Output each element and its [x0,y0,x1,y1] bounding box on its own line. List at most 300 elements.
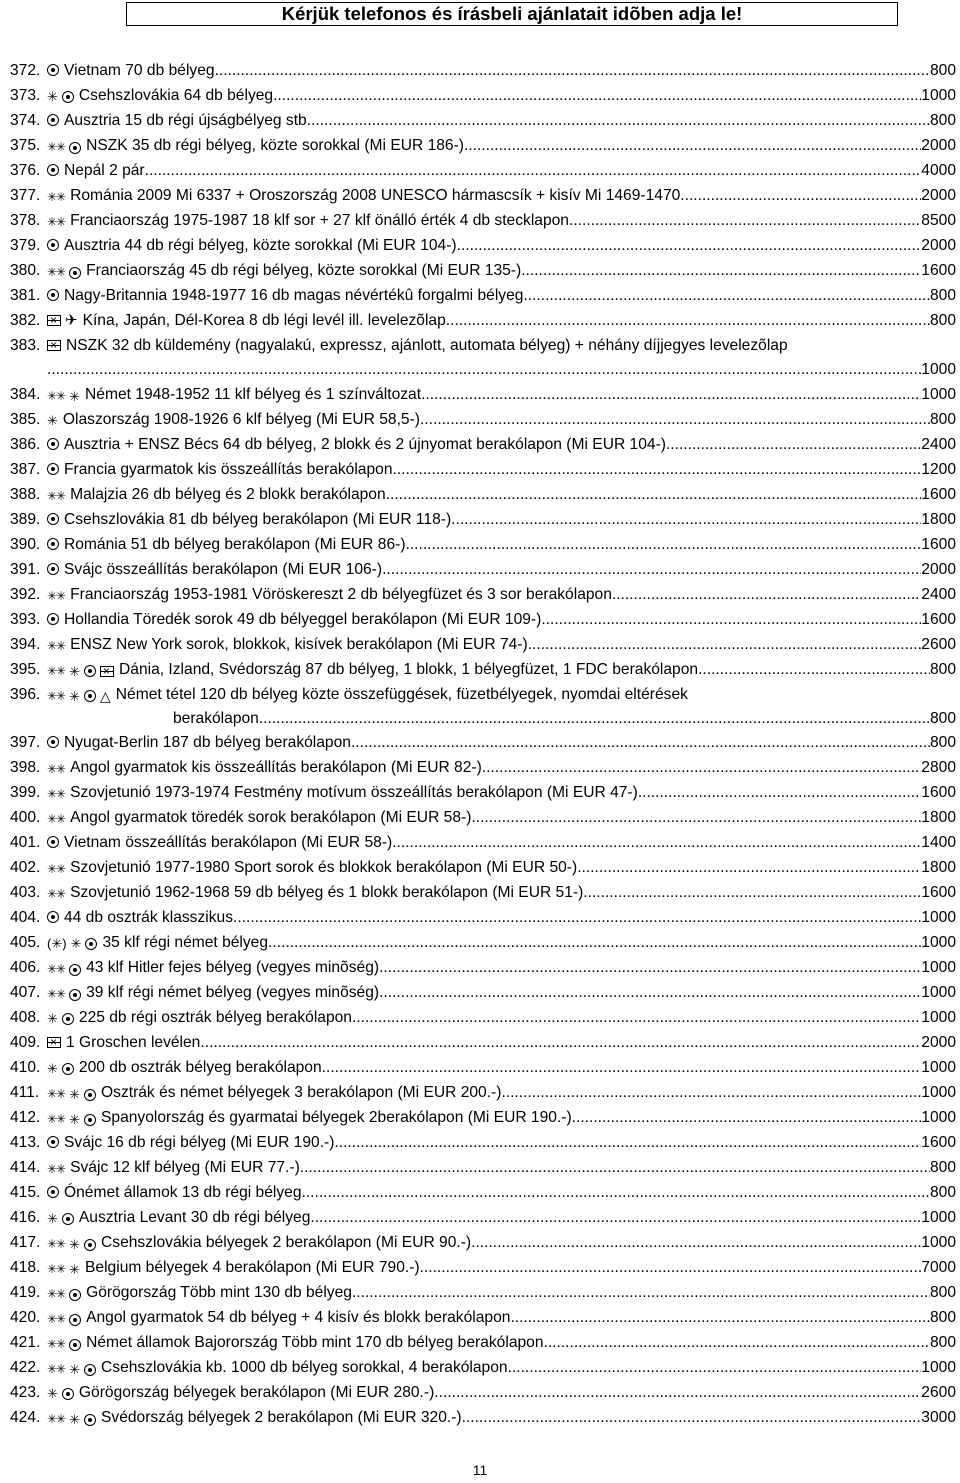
lot-row [10,1055,956,1080]
lot-row [10,183,956,208]
mint-double-star-icon: ✳✳ [47,1362,66,1376]
lot-price: 4000 [921,162,956,179]
lot-row [10,955,956,980]
lot-price: 800 [929,62,956,79]
hinged-star-icon: ✳ [47,1211,58,1226]
lot-row [10,58,956,83]
lot-row [10,158,956,183]
lot-row [10,333,956,382]
hinged-star-icon: ✳ [47,1061,58,1076]
mint-double-star-icon: ✳✳ [47,688,66,703]
mint-double-star-icon: ✳✳ [47,663,66,678]
lot-description: Románia 2009 Mi 6337 + Oroszország 2008 UNESCO hármascsík + kisív Mi 1469-1470 [70,187,681,204]
dot-leader [421,382,921,407]
lot-price: 1000 [921,1084,956,1101]
used-stamp-icon [47,836,59,848]
lot-number: 407. [10,984,41,1001]
lot-price: 1800 [921,859,956,876]
mint-double-star-icon: ✳✳ [47,1162,66,1176]
lot-price: 1600 [921,884,956,901]
lot-description: 200 db osztrák bélyeg berakólapon. [78,1059,326,1076]
lot-price: 2000 [921,237,956,254]
lot-price: 1000 [921,984,956,1001]
used-stamp-icon [62,91,74,103]
lot-description: Ausztria Levant 30 db régi bélyeg [78,1209,311,1226]
lot-number: 383. [10,337,41,354]
lot-description: Szovjetunió 1977-1980 Sport sorok és blokkok berakólapon (Mi EUR 50-) [70,859,578,876]
lot-description: Német államok Bajorország Több mint 170 db bélyeg berakólapon [86,1334,544,1351]
dot-leader [501,1080,921,1105]
lot-number: 385. [10,410,41,428]
lot-number: 406. [10,959,41,976]
lot-description: Angol gyarmatok 54 db bélyeg + 4 kisív és blokk berakólapon [86,1309,511,1326]
lot-description: Svájc 16 db régi bélyeg (Mi EUR 190.-) [64,1134,335,1151]
lot-number: 380. [10,262,41,279]
lot-row [10,855,956,880]
lot-number: 419. [10,1284,41,1301]
used-stamp-icon [84,690,96,702]
lot-price: 1600 [921,485,956,503]
lot-row [10,1180,956,1205]
lot-price: 800 [929,112,956,129]
dot-leader [386,482,922,507]
lot-row [10,1080,956,1105]
mint-double-star-icon: ✳✳ [47,1237,66,1251]
cover-envelope-icon [100,666,114,677]
lot-description: Ausztria + ENSZ Bécs 64 db bélyeg, 2 blokk és 2 újnyomat berakólapon (Mi EUR 104-) [64,435,666,453]
mint-double-star-icon: ✳✳ [47,215,66,229]
dot-leader [541,607,921,632]
lot-row [10,557,956,582]
lot-description: Kína, Japán, Dél-Korea 8 db légi levél ill. levelezõlap [82,312,446,329]
dot-leader [351,730,930,755]
mint-double-star-icon: ✳✳ [47,190,66,204]
used-stamp-icon [47,613,59,625]
lot-price: 2400 [921,585,956,603]
hinged-star-icon: ✳ [70,936,82,951]
dot-leader [521,258,921,283]
lot-row [10,108,956,133]
lot-price: 1600 [921,610,956,628]
dot-leader [544,1330,930,1355]
lot-price: 1600 [921,535,956,553]
lot-description: Vietnam összeállítás berakólapon (Mi EUR 58-) [64,834,393,851]
dot-leader [200,1030,921,1055]
lot-description: Német 1948-1952 11 klf bélyeg és 1 színváltozat [85,385,422,403]
dot-leader [612,582,921,607]
hinged-star-icon: ✳ [47,1386,58,1401]
lot-description: Görögország Több mint 130 db bélyeg [86,1284,352,1301]
lot-row [10,582,956,607]
lot-description: Francia gyarmatok kis összeállítás berakólapon [64,460,393,478]
used-stamp-icon [47,1136,59,1148]
lot-description: NSZK 35 db régi bélyeg, közte sorokkal (Mi EUR 186-) [86,137,464,154]
lot-description: Osztrák és német bélyegek 3 berakólapon (Mi EUR 200.-) [101,1084,502,1101]
lot-number: 401. [10,834,41,851]
lot-price: 800 [929,1309,956,1326]
mint-double-star-icon: ✳✳ [47,265,66,279]
lot-description: Görögország bélyegek berakólapon (Mi EUR 280.-) [78,1384,435,1401]
lot-row [10,507,956,532]
mint-double-star-icon: ✳✳ [47,1262,66,1276]
mint-double-star-icon: ✳✳ [47,987,66,1001]
lot-row [10,407,956,432]
lot-price: 2400 [921,435,956,453]
lot-number: 424. [10,1409,41,1426]
lot-number: 396. [10,685,41,703]
lot-row [10,133,956,158]
lot-description: Svédország bélyegek 2 berakólapon (Mi EUR 320.-) [101,1409,462,1426]
used-stamp-icon [84,1114,96,1126]
lot-price: 1000 [921,385,956,403]
lot-price: 8500 [921,212,956,229]
lot-description: Dánia, Izland, Svédország 87 db bélyeg, 1 blokk, 1 bélyegfüzet, 1 FDC berakólapon [119,660,699,678]
dot-leader [451,507,921,532]
lot-number: 409. [10,1034,41,1051]
mint-double-star-icon: ✳✳ [47,388,66,403]
lot-description: Svájc összeállítás berakólapon (Mi EUR 106-) [64,560,383,578]
lot-description: Nagy-Britannia 1948-1977 16 db magas névértékû forgalmi bélyeg [64,287,524,304]
lot-row [10,930,956,955]
triangle-icon: △ [100,687,111,704]
cover-envelope-icon [47,340,61,351]
lot-description: Vietnam 70 db bélyeg [64,62,215,79]
page-number: 11 [472,1462,488,1478]
lot-description: Franciaország 1953-1981 Vöröskereszt 2 db bélyegfüzet és 3 sor berakólapon [70,585,612,603]
used-stamp-icon [84,1089,96,1101]
dot-leader [420,407,930,432]
mint-double-star-icon: ✳✳ [47,862,66,876]
used-stamp-icon [69,1339,81,1351]
mint-double-star-icon: ✳✳ [47,787,66,801]
lot-price: 1400 [921,834,956,851]
lot-description: Malajzia 26 db bélyeg és 2 blokk berakólapon [70,485,386,503]
lot-price: 2600 [921,635,956,653]
lot-number: 411. [10,1084,40,1101]
lot-price: 2000 [921,1034,956,1051]
mint-double-star-icon: ✳✳ [47,1337,66,1351]
lot-price: 1000 [921,1209,956,1226]
lot-row [10,780,956,805]
dot-leader [523,283,930,308]
lot-row [10,1130,956,1155]
airmail-plane-icon: ✈ [65,312,78,329]
used-stamp-icon [47,563,59,575]
lot-number: 387. [10,460,41,478]
lot-row [10,432,956,457]
lot-row [10,208,956,233]
lot-description: Belgium bélyegek 4 berakólapon (Mi EUR 790.-) [85,1259,420,1276]
lot-description: 43 klf Hitler fejes bélyeg (vegyes minõség) [86,959,380,976]
dot-leader [406,532,922,557]
used-stamp-icon [85,938,97,950]
dot-leader [356,1005,921,1030]
dot-leader [273,83,921,108]
dot-leader [379,980,921,1005]
lot-number: 393. [10,610,41,628]
used-stamp-icon [47,538,59,550]
lot-row [10,1355,956,1380]
used-stamp-icon [47,736,59,748]
lot-price: 1000 [921,1059,956,1076]
lot-number: 398. [10,759,41,776]
lot-number: 392. [10,585,41,603]
lot-price: 3000 [921,1409,956,1426]
lot-description: Spanyolország és gyarmatai bélyegek 2berakólapon (Mi EUR 190.-) [101,1109,572,1126]
lot-description: Angol gyarmatok kis összeállítás berakólapon (Mi EUR 82-) [70,759,482,776]
lot-number: 400. [10,809,41,826]
lot-description: Olaszország 1908-1926 6 klf bélyeg (Mi EUR 58,5-) [62,410,420,428]
lot-description: 39 klf régi német bélyeg (vegyes minõség) [86,984,380,1001]
lot-price: 7000 [921,1259,956,1276]
lot-description: ENSZ New York sorok, blokkok, kisívek berakólapon (Mi EUR 74-) [70,635,528,653]
dot-leader [233,905,921,930]
lot-description: Csehszlovákia 64 db bélyeg [78,87,274,104]
lot-number: 372. [10,62,41,79]
dot-leader [326,1055,921,1080]
lot-number: 404. [10,909,41,926]
dot-leader [47,357,921,382]
lot-number: 418. [10,1259,41,1276]
lot-number: 403. [10,884,41,901]
lot-row [10,258,956,283]
lot-description: Csehszlovákia kb. 1000 db bélyeg sorokkal, 4 berakólapon [101,1359,508,1376]
lot-price: 800 [929,1184,956,1201]
lot-description: Románia 51 db bélyeg berakólapon (Mi EUR 86-) [64,535,406,553]
lot-row [10,83,956,108]
dot-leader [698,657,930,682]
mint-double-star-icon: ✳✳ [47,962,66,976]
dot-leader [268,930,921,955]
dot-leader [446,308,930,333]
lot-row [10,532,956,557]
dot-leader [352,1280,930,1305]
lot-description: Ónémet államok 13 db régi bélyeg [64,1184,302,1201]
lot-number: 390. [10,535,41,553]
lot-row [10,905,956,930]
lot-row [10,607,956,632]
lot-number: 423. [10,1384,41,1401]
lot-number: 422. [10,1359,41,1376]
used-stamp-icon [84,665,96,677]
lot-description-cont: berakólapon. [173,709,264,727]
dot-leader [392,830,921,855]
dot-leader [577,855,921,880]
lot-number: 377. [10,187,41,204]
lot-number: 379. [10,237,41,254]
used-stamp-icon [47,513,59,525]
lot-price: 800 [929,1334,956,1351]
lot-price: 2000 [921,560,956,578]
lot-row [10,1255,956,1280]
parenthesized-star-icon: (✳) [47,936,67,951]
lot-row [10,880,956,905]
lot-price: 800 [929,1159,956,1176]
lot-row [10,382,956,407]
dot-leader [434,1380,921,1405]
lot-row [10,1280,956,1305]
hinged-star-icon: ✳ [47,89,58,104]
lot-price: 1200 [921,460,956,478]
lot-description: Nyugat-Berlin 187 db bélyeg berakólapon [64,734,351,751]
lot-number: 413. [10,1134,41,1151]
lot-price: 2800 [921,759,956,776]
hinged-star-icon: ✳ [47,412,58,428]
lot-row [10,283,956,308]
dot-leader [471,805,921,830]
dot-leader [464,133,921,158]
lot-row [10,1305,956,1330]
lot-row [10,1330,956,1355]
dot-leader [572,1105,922,1130]
mint-double-star-icon: ✳✳ [47,140,66,154]
lot-price: 1000 [921,1009,956,1026]
hinged-star-icon: ✳ [69,1112,81,1127]
lot-number: 395. [10,660,41,678]
used-stamp-icon [47,114,59,126]
lot-description: Svájc 12 klf bélyeg (Mi EUR 77.-) [70,1159,300,1176]
used-stamp-icon [69,1314,81,1326]
used-stamp-icon [62,1213,74,1225]
lot-description: Német tétel 120 db bélyeg közte összefüggések, füzetbélyegek, nyomdai eltérések [115,685,688,703]
dot-leader [393,457,922,482]
lot-row [10,755,956,780]
lot-description: Angol gyarmatok töredék sorok berakólapon (Mi EUR 58-) [70,809,472,826]
lot-description: Szovjetunió 1962-1968 59 db bélyeg és 1 blokk berakólapon (Mi EUR 51-) [70,884,584,901]
used-stamp-icon [69,964,81,976]
dot-leader [310,1205,921,1230]
dot-leader [680,183,921,208]
lot-number: 414. [10,1159,41,1176]
lot-price: 1000 [921,909,956,926]
lot-number: 373. [10,87,41,104]
dot-leader [334,1130,921,1155]
hinged-star-icon: ✳ [69,1237,81,1252]
lot-price: 1000 [921,959,956,976]
hinged-star-icon: ✳ [69,1087,81,1102]
lot-price: 800 [929,709,956,727]
hinged-star-icon: ✳ [69,1362,81,1377]
dot-leader [583,880,921,905]
dot-leader [510,1305,930,1330]
hinged-star-icon: ✳ [69,688,81,704]
mint-double-star-icon: ✳✳ [47,1312,66,1326]
lot-number: 378. [10,212,41,229]
lot-description: Hollandia Töredék sorok 49 db bélyeggel berakólapon (Mi EUR 109-) [64,610,542,628]
lot-number: 410. [10,1059,41,1076]
lot-row [10,1005,956,1030]
dot-leader [382,557,921,582]
lot-row [10,1105,956,1130]
lot-price: 800 [929,660,956,678]
lot-description: Ausztria 15 db régi újságbélyeg stb. [64,112,312,129]
mint-double-star-icon: ✳✳ [47,1412,66,1426]
lot-price: 2600 [921,1384,956,1401]
lot-description: Csehszlovákia bélyegek 2 berakólapon (Mi EUR 90.-) [101,1234,472,1251]
mint-double-star-icon: ✳✳ [47,588,66,603]
lot-number: 389. [10,510,41,528]
lot-number: 382. [10,312,41,329]
lot-description: 225 db régi osztrák bélyeg berakólapon. [78,1009,357,1026]
mint-double-star-icon: ✳✳ [47,1087,66,1101]
lot-price: 1000 [921,1359,956,1376]
cover-envelope-icon [47,315,61,326]
lot-price: 1000 [921,1234,956,1251]
lot-row [10,233,956,258]
hinged-star-icon: ✳ [69,663,81,679]
lot-description: 35 klf régi német bélyeg [102,934,269,951]
lot-price: 1800 [921,510,956,528]
page-header-banner: Kérjük telefonos és írásbeli ajánlatait idõben adja le! [126,2,898,26]
dot-leader [569,208,921,233]
used-stamp-icon [84,1364,96,1376]
lot-number: 388. [10,485,41,503]
dot-leader [482,755,922,780]
lot-description: Ausztria 44 db régi bélyeg, közte sorokkal (Mi EUR 104-) [64,237,457,254]
dot-leader [302,1180,930,1205]
lot-number: 412. [10,1109,41,1126]
dot-leader [528,632,922,657]
lot-row [10,1155,956,1180]
lot-price: 800 [929,287,956,304]
lot-number: 381. [10,287,41,304]
mint-double-star-icon: ✳✳ [47,1287,66,1301]
lot-description: Nepál 2 pár [64,162,145,179]
lot-row [10,457,956,482]
dot-leader [457,233,922,258]
auction-lot-list [10,58,956,1430]
used-stamp-icon [47,289,59,301]
lot-row [10,682,956,731]
hinged-star-icon: ✳ [47,1011,58,1026]
lot-description: Franciaország 1975-1987 18 klf sor + 27 klf önálló érték 4 db stecklapon [70,212,569,229]
used-stamp-icon [47,164,59,176]
lot-row [10,657,956,682]
lot-row [10,830,956,855]
lot-price: 1600 [921,784,956,801]
dot-leader [462,1405,922,1430]
dot-leader [638,780,921,805]
used-stamp-icon [62,1063,74,1075]
lot-description: NSZK 32 db küldemény (nagyalakú, expressz, ajánlott, automata bélyeg) + néhány díjjegyes levelezõlap [66,337,788,354]
lot-price: 1000 [921,1109,956,1126]
mint-double-star-icon: ✳✳ [47,762,66,776]
mint-double-star-icon: ✳✳ [47,812,66,826]
lot-row [10,805,956,830]
dot-leader [145,158,922,183]
lot-number: 420. [10,1309,41,1326]
lot-price: 800 [929,1284,956,1301]
dot-leader [666,432,921,457]
used-stamp-icon [62,1388,74,1400]
lot-row [10,1230,956,1255]
used-stamp-icon [47,239,59,251]
mint-double-star-icon: ✳✳ [47,887,66,901]
dot-leader [508,1355,922,1380]
hinged-star-icon: ✳ [69,388,81,404]
hinged-star-icon: ✳ [69,1412,81,1427]
lot-number: 402. [10,859,41,876]
lot-price: 800 [929,734,956,751]
cover-envelope-icon [47,1037,61,1048]
lot-number: 394. [10,635,41,653]
lot-number: 391. [10,560,41,578]
used-stamp-icon [47,64,59,76]
hinged-star-icon: ✳ [69,1262,81,1277]
lot-number: 399. [10,784,41,801]
mint-double-star-icon: ✳✳ [47,638,66,653]
lot-number: 384. [10,385,41,403]
